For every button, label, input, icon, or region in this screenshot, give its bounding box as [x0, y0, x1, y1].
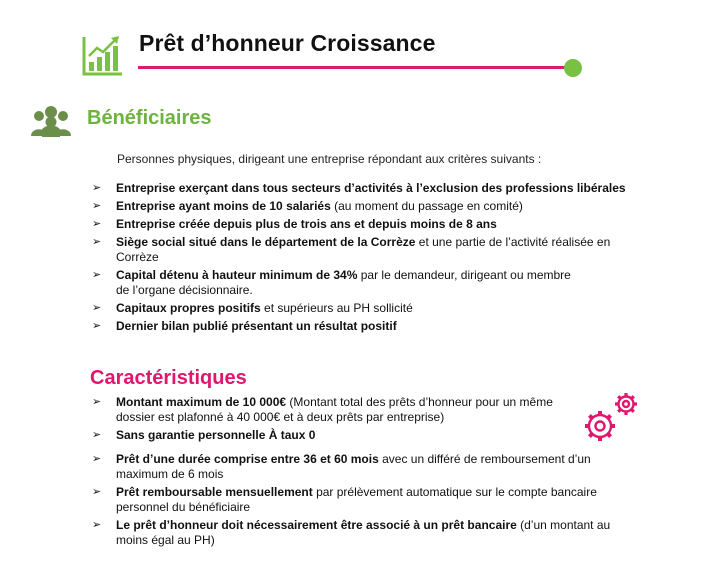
- beneficiaires-intro: Personnes physiques, dirigeant une entreprise répondant aux critères suivants :: [117, 152, 542, 166]
- people-group-icon: [31, 105, 71, 137]
- caracteristiques-list: [92, 395, 632, 548]
- arrowhead-bullet-icon: ➢: [92, 200, 102, 212]
- list-item: ➢ Dernier bilan publié présentant un résultat positif: [92, 319, 397, 333]
- arrowhead-bullet-icon: ➢: [92, 182, 102, 194]
- arrowhead-bullet-icon: ➢: [92, 486, 102, 498]
- arrowhead-bullet-icon: ➢: [92, 302, 102, 314]
- arrowhead-bullet-icon: ➢: [92, 396, 102, 408]
- growth-chart-icon: [80, 34, 124, 78]
- list-item: ➢ Prêt d’une durée comprise entre 36 et 60 mois avec un différé de remboursement d’un maximum de 6 mois: [92, 452, 591, 481]
- list-item: ➢ Capital détenu à hauteur minimum de 34% par le demandeur, dirigeant ou membre de l’organe décisionnaire.: [92, 268, 571, 297]
- list-item: ➢ Le prêt d’honneur doit nécessairement être associé à un prêt bancaire (d’un montant au moins égal au PH): [92, 518, 611, 547]
- list-item: ➢ Entreprise créée depuis plus de trois ans et depuis moins de 8 ans: [92, 217, 497, 231]
- title-dot: [564, 59, 582, 77]
- beneficiaires-list: [92, 181, 632, 334]
- list-item: ➢ Montant maximum de 10 000€ (Montant total des prêts d’honneur pour un même dossier est plafonné à 40 000€ et à deux prêts par entreprise): [92, 395, 553, 424]
- arrowhead-bullet-icon: ➢: [92, 429, 102, 441]
- list-item: ➢ Entreprise ayant moins de 10 salariés (au moment du passage en comité): [92, 199, 523, 213]
- arrowhead-bullet-icon: ➢: [92, 320, 102, 332]
- section-title-beneficiaires: Bénéficiaires: [87, 107, 212, 129]
- arrowhead-bullet-icon: ➢: [92, 269, 102, 281]
- page-title: Prêt d’honneur Croissance: [139, 30, 436, 56]
- arrowhead-bullet-icon: ➢: [92, 453, 102, 465]
- list-item: ➢ Capitaux propres positifs et supérieurs au PH sollicité: [92, 301, 413, 315]
- list-item: ➢ Siège social situé dans le département de la Corrèze et une partie de l’activité réalisée en Corrèze: [92, 235, 611, 264]
- arrowhead-bullet-icon: ➢: [92, 218, 102, 230]
- list-item: ➢ Prêt remboursable mensuellement par prélèvement automatique sur le compte bancaire personnel du bénéficiaire: [92, 485, 597, 514]
- arrowhead-bullet-icon: ➢: [92, 519, 102, 531]
- arrowhead-bullet-icon: ➢: [92, 236, 102, 248]
- title-underline: [138, 66, 574, 69]
- list-item: ➢ Entreprise exerçant dans tous secteurs d’activités à l’exclusion des professions libérales: [92, 181, 626, 195]
- section-title-caracteristiques: Caractéristiques: [90, 367, 247, 389]
- list-item: ➢ Sans garantie personnelle À taux 0: [92, 428, 316, 442]
